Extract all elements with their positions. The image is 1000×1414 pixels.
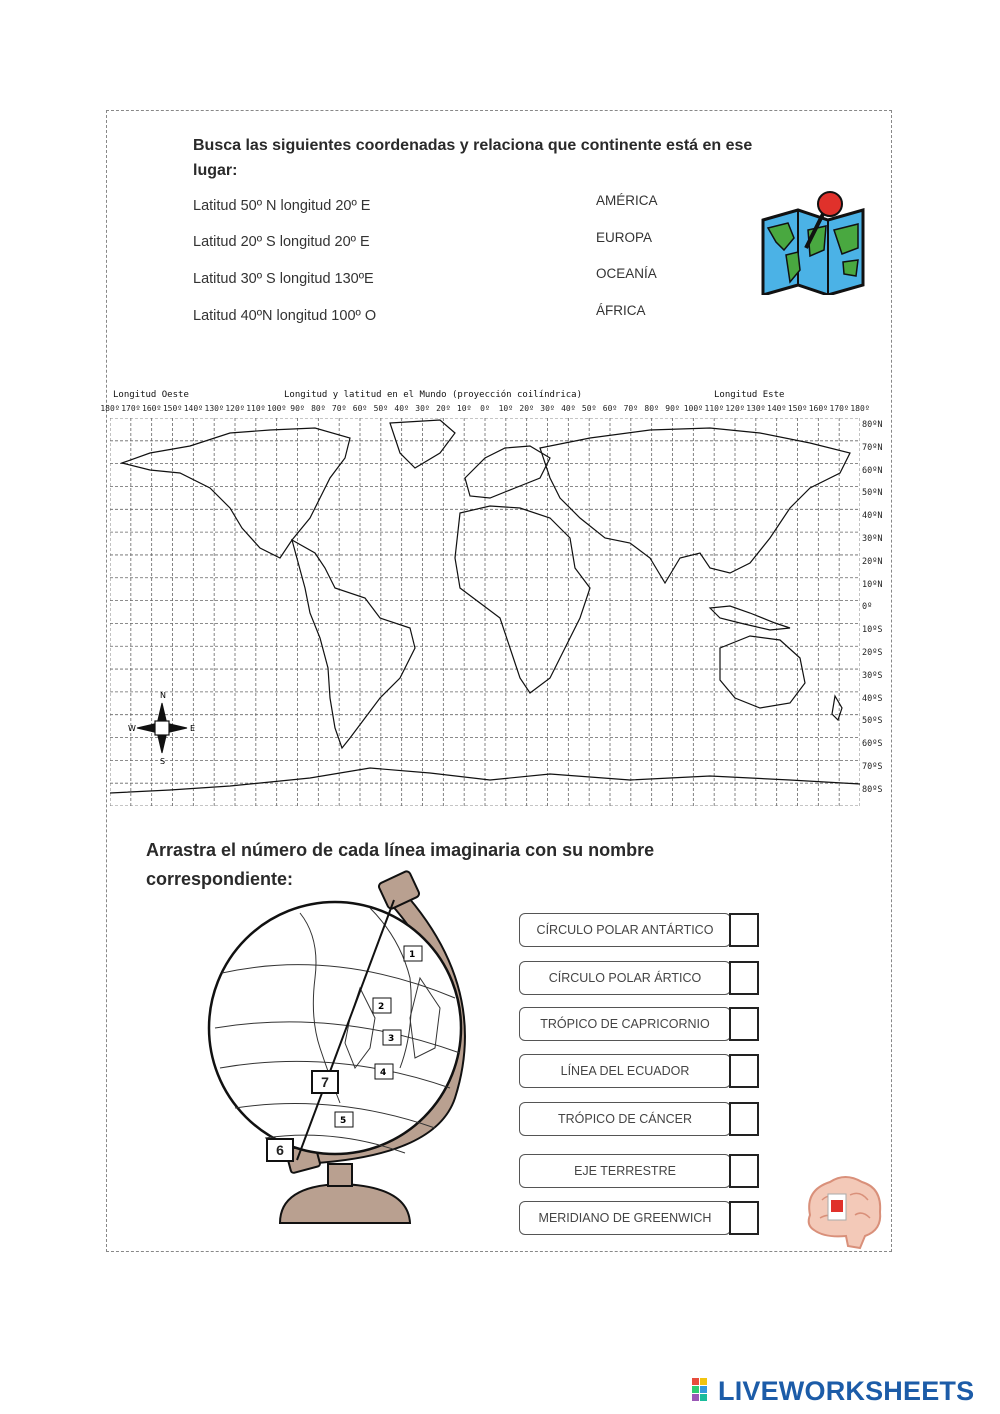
longitude-label: 120º [225,404,245,413]
section1-title: Busca las siguientes coordenadas y relaciona que continente está en ese lugar: [193,137,753,179]
compass-w: W [128,724,136,733]
longitude-label: 170º [121,404,141,413]
latitude-label: 30ºN [862,534,883,544]
brain-icon [800,1170,886,1250]
longitude-label: 140º [183,404,203,413]
world-map [110,418,860,806]
longitude-label: 70º [623,404,639,413]
longitude-label: 10º [498,404,514,413]
compass-s: S [160,757,166,766]
longitude-label: 50º [581,404,597,413]
map-header-east: Longitud Este [714,390,785,400]
continent-option[interactable]: AMÉRICA [596,193,658,208]
coordinate-item: Latitud 40ºN longitud 100º O [193,308,377,324]
longitude-label: 130º [746,404,766,413]
longitude-label: 110º [246,404,266,413]
longitude-label: 180º [850,404,870,413]
continent-option[interactable]: EUROPA [596,230,653,245]
latitude-label: 60ºS [862,739,883,750]
longitude-label: 170º [829,404,849,413]
longitude-label: 140º [767,404,787,413]
label-tropico-capricornio: TRÓPICO DE CAPRICORNIO [519,1007,731,1041]
drop-box-tropico-capricornio[interactable] [729,1007,759,1041]
map-header-west: Longitud Oeste [113,390,189,400]
drop-box-circulo-polar-artico[interactable] [729,961,759,995]
globe-tag-4: 4 [380,1068,387,1078]
label-circulo-polar-antartico: CÍRCULO POLAR ANTÁRTICO [519,913,731,947]
longitude-label: 80º [644,404,659,413]
label-meridiano-greenwich: MERIDIANO DE GREENWICH [519,1201,731,1235]
section2-title: Arrastra el número de cada línea imaginaria con su nombre correspondiente: [146,840,655,889]
label-tropico-cancer: TRÓPICO DE CÁNCER [519,1102,731,1136]
latitude-label: 70ºS [862,762,883,772]
drop-box-circulo-polar-antartico[interactable] [729,913,759,947]
latitude-label: 50ºS [862,716,883,727]
longitude-label: 150º [162,404,183,413]
latitude-label: 50ºN [862,488,883,499]
globe-tag-7: 7 [311,1070,339,1094]
globe-tag-1: 1 [409,950,416,960]
coordinate-item: Latitud 20º S longitud 20º E [193,234,370,250]
longitude-label: 60º [602,404,618,413]
longitude-label: 180º [100,404,120,413]
globe-tag-3: 3 [388,1034,395,1044]
latitude-label: 10ºN [862,579,883,590]
label-linea-ecuador: LÍNEA DEL ECUADOR [519,1054,731,1088]
map-pin-icon [758,190,868,295]
longitude-label: 30º [540,404,555,413]
latitude-label: 40ºS [862,693,883,704]
label-eje-terrestre: EJE TERRESTRE [519,1154,731,1188]
longitude-label: 100º [267,404,287,413]
latitude-label: 80ºS [862,784,883,795]
latitude-label: 70ºN [862,442,883,453]
longitude-label: 80º [311,404,326,413]
drop-box-meridiano-greenwich[interactable] [729,1201,759,1235]
longitude-label: 100º [683,404,703,413]
latitude-label: 10ºS [862,625,883,636]
longitude-label: 30º [415,404,430,413]
latitude-label: 40ºN [862,511,883,522]
longitude-label: 20º [436,404,451,413]
coordinate-item: Latitud 50º N longitud 20º E [193,198,371,214]
longitude-label: 150º [787,404,808,413]
label-circulo-polar-artico: CÍRCULO POLAR ÁRTICO [519,961,731,995]
globe-tag-6: 6 [266,1138,294,1162]
map-header-center: Longitud y latitud en el Mundo (proyección coilíndrica) [284,390,583,400]
compass-rose-icon [137,703,187,753]
longitude-label: 160º [808,404,828,413]
globe-illustration [170,868,510,1240]
longitude-label: 110º [704,404,724,413]
longitude-label: 20º [519,404,534,413]
continent-option[interactable]: ÁFRICA [596,303,646,318]
globe-tag-5: 5 [340,1116,347,1126]
latitude-label: 20ºS [862,648,883,658]
longitude-label: 50º [373,404,389,413]
drop-box-tropico-cancer[interactable] [729,1102,759,1136]
compass-n: N [160,691,166,700]
latitude-label: 20ºN [862,556,883,567]
compass-e: E [190,724,196,733]
longitude-label: 40º [561,404,576,413]
latitude-label: 60ºN [862,465,883,476]
latitude-label: 0º [862,602,873,613]
latitude-label: 30ºS [862,670,883,681]
longitude-label: 40º [394,404,409,413]
liveworksheets-logo-icon [692,1378,718,1404]
longitude-label: 90º [290,404,305,413]
longitude-label: 70º [331,404,347,413]
longitude-label: 10º [456,404,472,413]
drop-box-eje-terrestre[interactable] [729,1154,759,1188]
longitude-labels [100,404,870,416]
longitude-label: 120º [725,404,745,413]
liveworksheets-logo [692,1376,974,1406]
longitude-label: 130º [204,404,224,413]
brand-name: LIVEWORKSHEETS [718,1375,975,1406]
coordinate-item: Latitud 30º S longitud 130ºE [193,271,374,287]
latitude-label: 80ºN [862,420,883,430]
longitude-label: 90º [665,404,680,413]
drop-box-linea-ecuador[interactable] [729,1054,759,1088]
longitude-label: 160º [142,404,162,413]
longitude-label: 0º [480,404,490,413]
longitude-label: 60º [352,404,368,413]
continent-option[interactable]: OCEANÍA [596,266,657,281]
globe-tag-2: 2 [378,1002,385,1012]
